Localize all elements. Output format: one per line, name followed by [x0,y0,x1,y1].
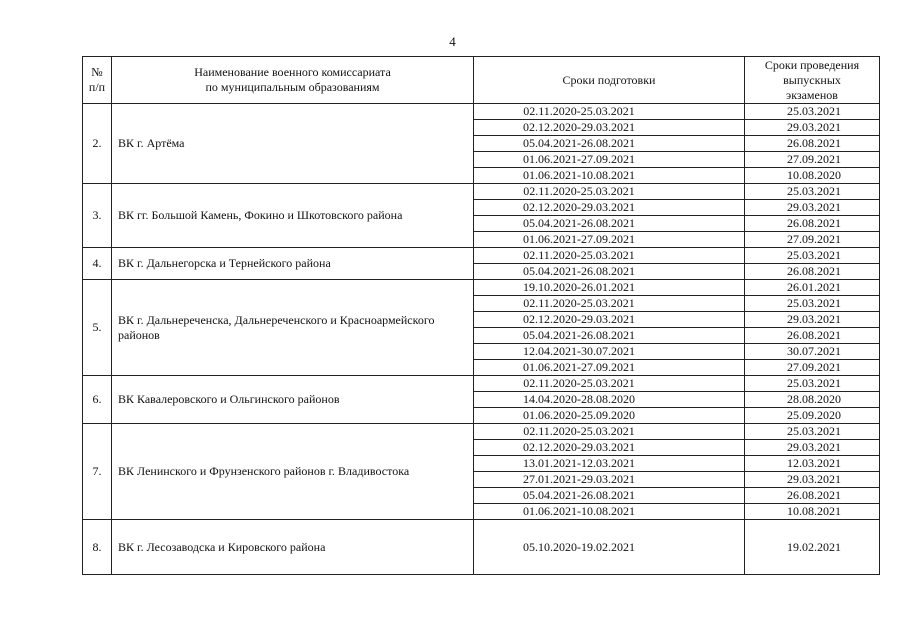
header-preparation-dates: Сроки подготовки [474,57,745,104]
exam-date: 29.03.2021 [745,200,879,216]
exam-date: 26.08.2021 [745,216,879,232]
preparation-period: 01.06.2021-27.09.2021 [523,232,635,246]
table-row [83,280,880,376]
table-row [83,376,880,424]
exam-date: 10.08.2020 [787,168,841,182]
row-number: 2. [83,104,112,184]
exam-date: 29.03.2021 [745,472,879,488]
exam-date: 19.02.2021 [787,539,841,554]
preparation-period: 05.04.2021-26.08.2021 [474,216,744,232]
exam-date: 26.01.2021 [745,280,879,296]
preparation-period: 02.12.2020-29.03.2021 [474,200,744,216]
preparation-period: 12.04.2021-30.07.2021 [474,344,744,360]
preparation-period: 01.06.2020-25.09.2020 [523,408,635,422]
preparation-dates-cell [474,520,745,575]
exam-date: 26.08.2021 [745,328,879,344]
preparation-period: 02.11.2020-25.03.2021 [474,184,744,200]
commissariat-name: ВК Ленинского и Фрунзенского районов г. Владивостока [112,424,474,520]
exam-dates-cell [745,104,880,184]
preparation-period: 01.06.2021-27.09.2021 [523,360,635,374]
preparation-period: 27.01.2021-29.03.2021 [474,472,744,488]
row-number: 6. [83,376,112,424]
exam-date: 26.08.2021 [745,488,879,504]
exam-date: 27.09.2021 [787,360,841,374]
preparation-period: 01.06.2021-10.08.2021 [523,504,635,518]
exam-date: 25.03.2021 [745,296,879,312]
preparation-period: 05.04.2021-26.08.2021 [474,488,744,504]
exam-date: 10.08.2021 [787,504,841,518]
header-name-line2: по муниципальным образованиям [205,80,380,94]
preparation-period: 05.04.2021-26.08.2021 [474,136,744,152]
table-row [83,424,880,520]
preparation-dates-cell [474,376,745,424]
exam-date: 30.07.2021 [745,344,879,360]
preparation-period: 19.10.2020-26.01.2021 [474,280,744,296]
preparation-period: 05.04.2021-26.08.2021 [523,264,635,278]
exam-date: 25.09.2020 [787,408,841,422]
preparation-period: 02.12.2020-29.03.2021 [474,440,744,456]
exam-date: 26.08.2021 [745,136,879,152]
exam-date: 12.03.2021 [745,456,879,472]
exam-date: 27.09.2021 [787,232,841,246]
exam-dates-cell [745,376,880,424]
exam-dates-cell [745,248,880,280]
preparation-dates-cell [474,424,745,520]
preparation-period: 02.12.2020-29.03.2021 [474,120,744,136]
preparation-period: 02.11.2020-25.03.2021 [474,248,744,264]
header-exam-line1: Сроки проведения выпускных [764,57,860,87]
exam-date: 29.03.2021 [745,120,879,136]
exam-date: 25.03.2021 [745,104,879,120]
preparation-dates-cell [474,184,745,248]
preparation-dates-cell [474,248,745,280]
exam-date: 25.03.2021 [745,376,879,392]
exam-dates-cell [745,184,880,248]
preparation-period: 02.11.2020-25.03.2021 [474,104,744,120]
exam-dates-cell [745,520,880,575]
table-row [83,184,880,248]
commissariat-name: ВК г. Дальнегорска и Тернейского района [112,248,474,280]
exam-date: 29.03.2021 [745,440,879,456]
exam-dates-cell [745,424,880,520]
preparation-dates-cell [474,280,745,376]
commissariat-name: ВК г. Лесозаводска и Кировского района [112,520,474,575]
exam-date: 29.03.2021 [745,312,879,328]
commissariat-name: ВК г. Дальнереченска, Дальнереченского и Красноармейского районов [112,280,474,376]
table-row [83,248,880,280]
exam-date: 28.08.2020 [745,392,879,408]
commissariat-name: ВК гг. Большой Камень, Фокино и Шкотовского района [112,184,474,248]
header-exam-dates [745,57,880,104]
header-name-line1: Наименование военного комиссариата [194,65,391,79]
page-number: 4 [449,34,456,49]
preparation-period: 01.06.2021-27.09.2021 [474,152,744,168]
row-number: 4. [83,248,112,280]
table-header-row [83,57,880,104]
preparation-period: 05.04.2021-26.08.2021 [474,328,744,344]
preparation-period: 14.04.2020-28.08.2020 [474,392,744,408]
preparation-period: 01.06.2021-10.08.2021 [523,168,635,182]
commissariat-name: ВК г. Артёма [112,104,474,184]
header-number-line1: № [91,65,103,79]
row-number: 5. [83,280,112,376]
header-exam-line2: экзаменов [786,87,838,102]
table-row [83,104,880,184]
exam-date: 25.03.2021 [745,184,879,200]
row-number: 3. [83,184,112,248]
header-number [83,57,112,104]
exam-date: 27.09.2021 [745,152,879,168]
preparation-period: 02.11.2020-25.03.2021 [474,296,744,312]
table-row [83,520,880,575]
preparation-period: 02.12.2020-29.03.2021 [474,312,744,328]
preparation-period: 02.11.2020-25.03.2021 [474,376,744,392]
preparation-period: 05.10.2020-19.02.2021 [523,539,635,554]
row-number: 7. [83,424,112,520]
exam-dates-cell [745,280,880,376]
preparation-period: 13.01.2021-12.03.2021 [474,456,744,472]
preparation-period: 02.11.2020-25.03.2021 [474,424,744,440]
commissariat-name: ВК Кавалеровского и Ольгинского районов [112,376,474,424]
row-number: 8. [83,520,112,575]
exam-date: 26.08.2021 [787,264,841,278]
header-name [112,57,474,104]
header-number-line2: п/п [88,80,106,94]
commissariat-schedule-table [82,56,880,575]
exam-date: 25.03.2021 [745,248,879,264]
exam-date: 25.03.2021 [745,424,879,440]
preparation-dates-cell [474,104,745,184]
